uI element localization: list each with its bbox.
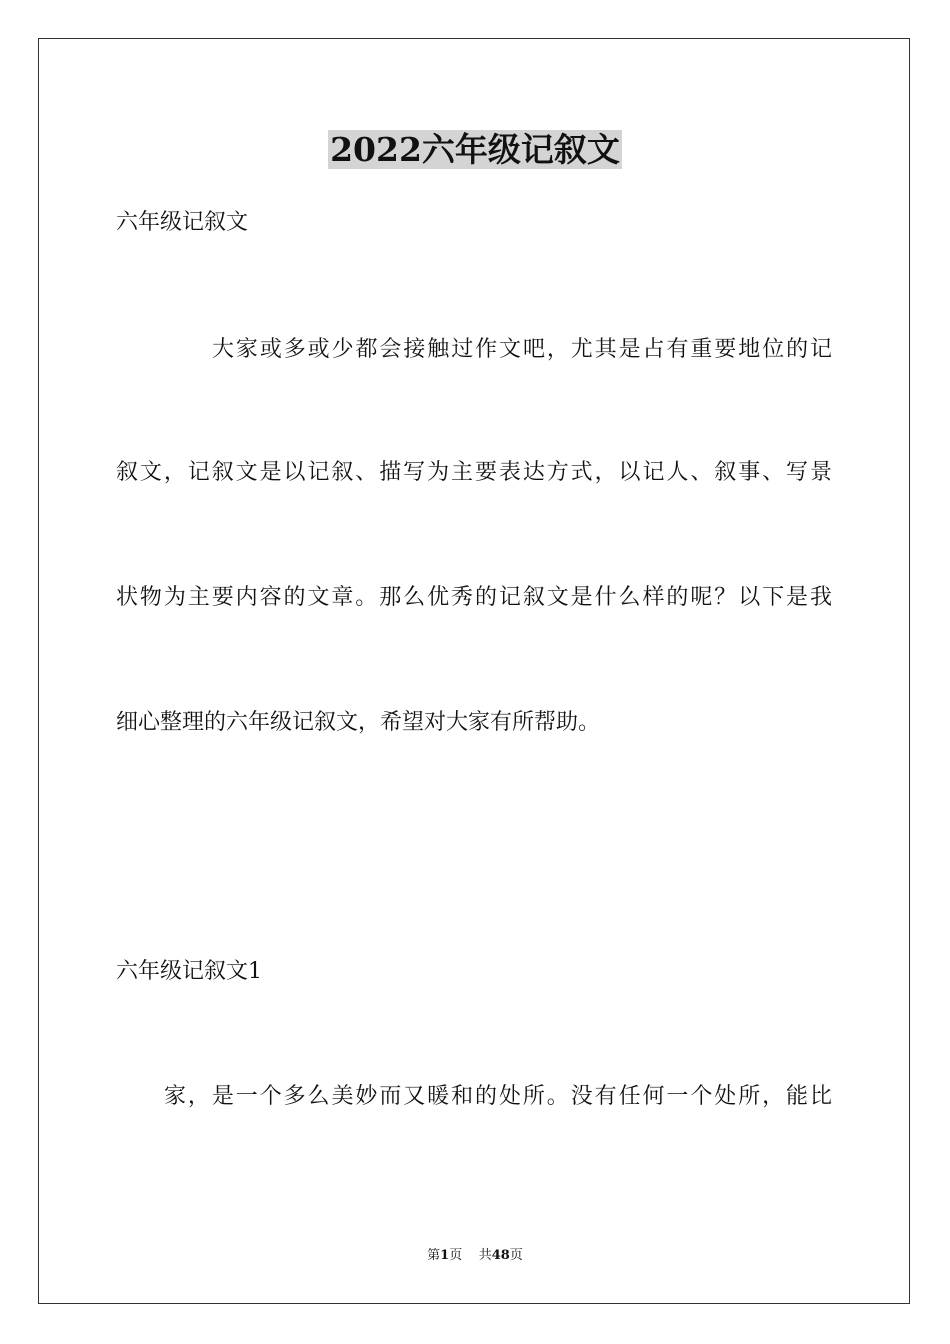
total-suffix: 页 <box>509 1248 523 1263</box>
intro-line-4: 细心整理的六年级记叙文，希望对大家有所帮助。 <box>116 710 601 735</box>
page-footer <box>0 1247 950 1265</box>
section-heading: 六年级记叙文1 <box>116 959 262 984</box>
document-title-text: 2022六年级记叙文 <box>330 130 620 169</box>
page-number: 1 <box>440 1248 450 1263</box>
page-suffix: 页 <box>449 1248 463 1263</box>
intro-line-3: 状物为主要内容的文章。那么优秀的记叙文是什么样的呢？以下是我 <box>116 585 832 610</box>
subtitle: 六年级记叙文 <box>116 210 249 235</box>
intro-line-1: 大家或多或少都会接触过作文吧，尤其是占有重要地位的记 <box>212 337 832 362</box>
section-line-1: 家，是一个多么美妙而又暖和的处所。没有任何一个处所，能比 <box>164 1084 832 1109</box>
document-title <box>0 128 950 172</box>
intro-line-2: 叙文，记叙文是以记叙、描写为主要表达方式，以记人、叙事、写景 <box>116 460 832 485</box>
total-prefix: 共 <box>478 1248 492 1263</box>
page-prefix: 第 <box>427 1248 441 1263</box>
total-pages: 48 <box>491 1248 510 1263</box>
